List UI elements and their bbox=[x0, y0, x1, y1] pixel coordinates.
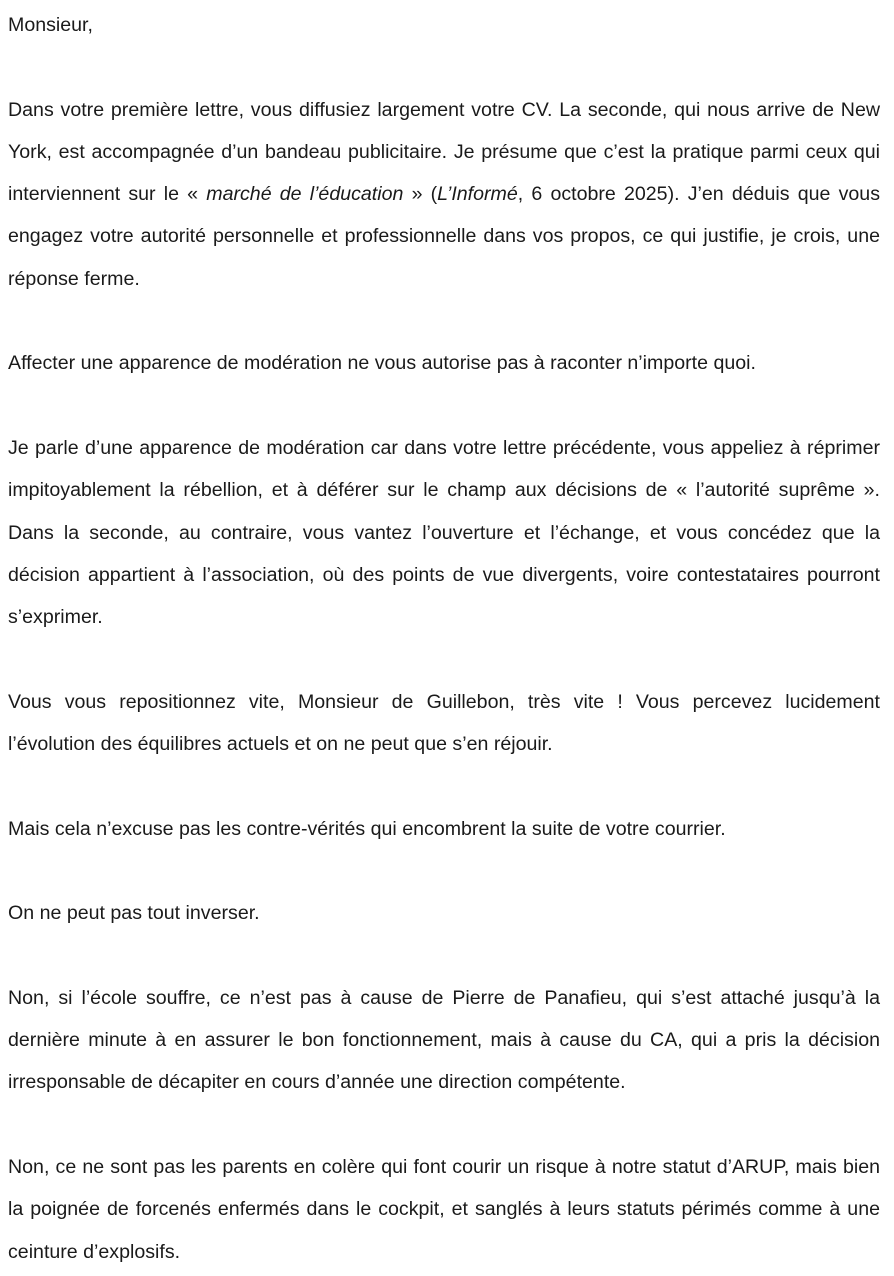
paragraph-3: Je parle d’une apparence de modération car dans votre lettre précédente, vous appeliez à réprimer impitoyablement la rébellion, et à déférer sur le champ aux décisions de « l’autorité suprême ». Dans la seconde, au contraire, vous vantez l’ouverture et l’échange, et vous concédez que la décision appartient à l’association, où des points de vue divergents, voire contestataires pourront s’exprimer. bbox=[8, 436, 880, 629]
paragraph-5: Mais cela n’excuse pas les contre-vérités qui encombrent la suite de votre courrier. bbox=[8, 817, 726, 840]
paragraph-spacer bbox=[8, 638, 880, 680]
paragraph-8: Non, ce ne sont pas les parents en colère qui font courir un risque à notre statut d’ARUP, mais bien la poignée de forcenés enfermés dans le cockpit, et sanglés à leurs statuts périmés comme à une ceinture d’explosifs. bbox=[8, 1156, 880, 1263]
paragraph-spacer bbox=[8, 385, 880, 427]
paragraph-1-emphasis-1: marché de l’éducation bbox=[206, 183, 404, 206]
paragraph-1-text-b: » ( bbox=[403, 183, 438, 206]
paragraph-spacer bbox=[8, 935, 880, 977]
paragraph-spacer bbox=[8, 765, 880, 807]
paragraph-spacer bbox=[8, 300, 880, 342]
paragraph-1 bbox=[8, 89, 880, 300]
paragraph-1-emphasis-2: L’Informé bbox=[437, 183, 518, 206]
paragraph-6: On ne peut pas tout inverser. bbox=[8, 902, 260, 925]
paragraph-4: Vous vous repositionnez vite, Monsieur de Guillebon, très vite ! Vous percevez lucidement l’évolution des équilibres actuels et on ne peut que s’en réjouir. bbox=[8, 690, 880, 756]
paragraph-1-text-a: Dans votre première lettre, vous diffusiez largement votre CV. La seconde, qui nous arrive de New York, est accompagnée d’un bandeau publicitaire. Je présume que c’est la pratique parmi ceux qui interviennent sur le « bbox=[8, 98, 880, 206]
paragraph-spacer bbox=[8, 1104, 880, 1146]
paragraph-1-text-c: , 6 octobre 2025). J’en déduis que vous engagez votre autorité personnelle et professionnelle dans vos propos, ce qui justifie, je crois, une réponse ferme. bbox=[8, 183, 880, 290]
paragraph-2: Affecter une apparence de modération ne vous autorise pas à raconter n’importe quoi. bbox=[8, 352, 756, 375]
greeting: Monsieur, bbox=[8, 14, 93, 36]
letter-body bbox=[8, 4, 880, 1273]
paragraph-spacer bbox=[8, 850, 880, 892]
paragraph-7: Non, si l’école souffre, ce n’est pas à cause de Pierre de Panafieu, qui s’est attaché jusqu’à la dernière minute à en assurer le bon fonctionnement, mais à cause du CA, qui a pris la décision irresponsable de décapiter en cours d’année une direction compétente. bbox=[8, 986, 880, 1094]
paragraph-spacer bbox=[8, 46, 880, 88]
